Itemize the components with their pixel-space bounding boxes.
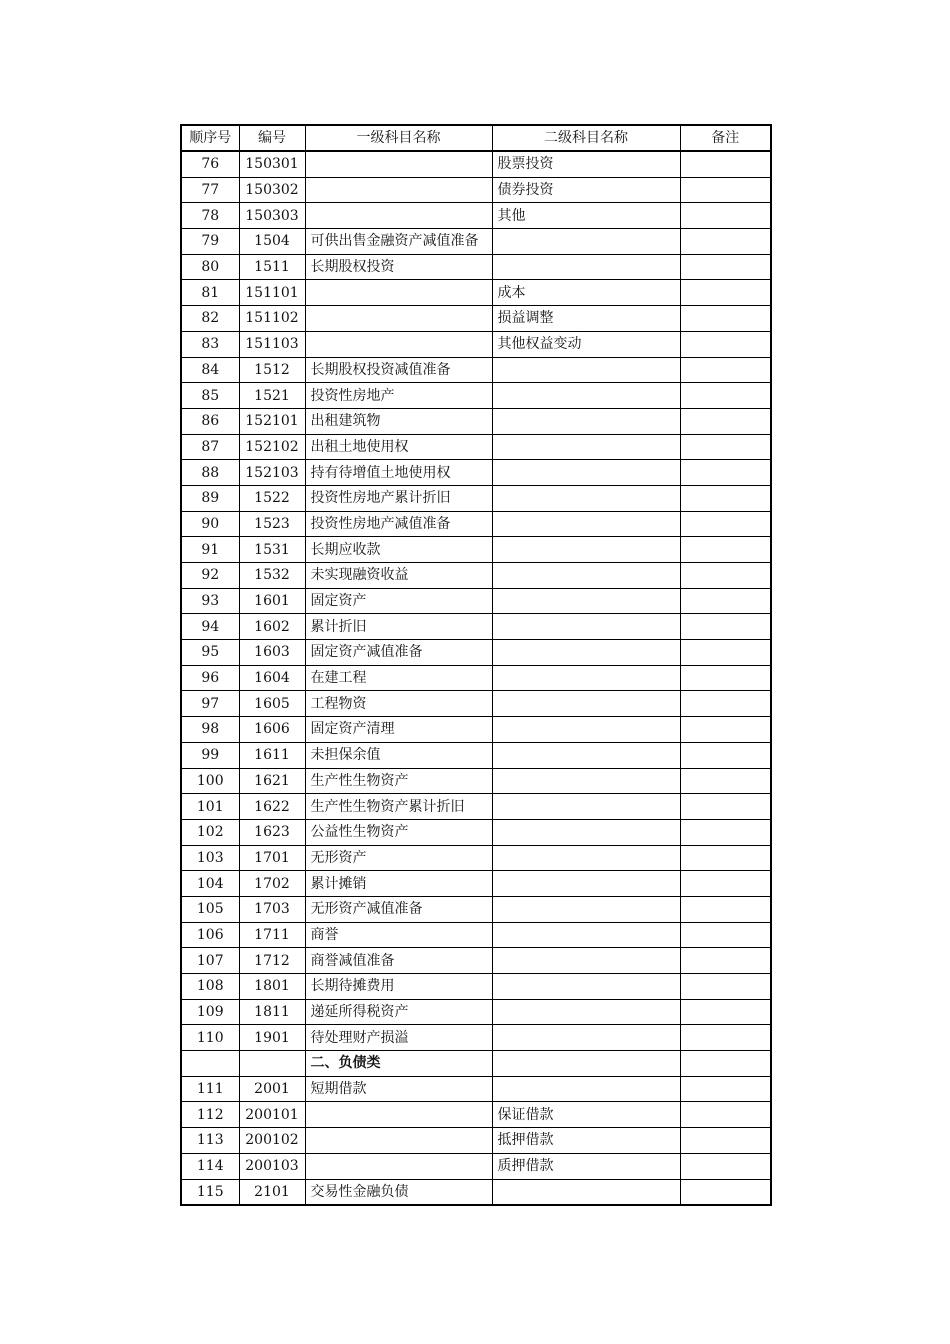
- table-row: [181, 408, 771, 434]
- cell-note: [680, 768, 771, 794]
- cell-code: 1712: [239, 948, 305, 974]
- cell-level1-name: 长期股权投资减值准备: [305, 357, 492, 383]
- table-row: [181, 999, 771, 1025]
- cell-seq: 111: [181, 1076, 239, 1102]
- cell-level2-name: 股票投资: [492, 151, 680, 177]
- cell-seq: 79: [181, 229, 239, 255]
- cell-level1-name: 商誉减值准备: [305, 948, 492, 974]
- table-row: [181, 614, 771, 640]
- cell-note: [680, 1102, 771, 1128]
- cell-code: [239, 1051, 305, 1077]
- cell-note: [680, 460, 771, 486]
- table-row: [181, 768, 771, 794]
- cell-level1-name: 投资性房地产: [305, 383, 492, 409]
- cell-note: [680, 819, 771, 845]
- cell-code: 1801: [239, 974, 305, 1000]
- cell-seq: 84: [181, 357, 239, 383]
- cell-note: [680, 640, 771, 666]
- cell-level1-name: [305, 331, 492, 357]
- cell-level1-name: 累计摊销: [305, 871, 492, 897]
- cell-note: [680, 974, 771, 1000]
- table-body: [181, 151, 771, 1205]
- cell-level2-name: [492, 1025, 680, 1051]
- cell-code: 1811: [239, 999, 305, 1025]
- cell-note: [680, 665, 771, 691]
- cell-note: [680, 1153, 771, 1179]
- cell-level2-name: [492, 871, 680, 897]
- cell-seq: 86: [181, 408, 239, 434]
- cell-note: [680, 254, 771, 280]
- table-row: [181, 742, 771, 768]
- table-row: [181, 203, 771, 229]
- table-row: [181, 1102, 771, 1128]
- cell-level1-name: 未实现融资收益: [305, 563, 492, 589]
- cell-level1-name: 固定资产清理: [305, 717, 492, 743]
- cell-level1-name: 长期待摊费用: [305, 974, 492, 1000]
- cell-level1-name: 长期股权投资: [305, 254, 492, 280]
- cell-level2-name: [492, 1051, 680, 1077]
- table-row: [181, 896, 771, 922]
- cell-note: [680, 537, 771, 563]
- cell-note: [680, 588, 771, 614]
- cell-seq: 90: [181, 511, 239, 537]
- cell-note: [680, 563, 771, 589]
- cell-level1-name: 公益性生物资产: [305, 819, 492, 845]
- cell-seq: 81: [181, 280, 239, 306]
- cell-seq: 112: [181, 1102, 239, 1128]
- cell-note: [680, 177, 771, 203]
- cell-seq: 76: [181, 151, 239, 177]
- table-row: [181, 1179, 771, 1205]
- cell-level2-name: [492, 948, 680, 974]
- cell-code: 150301: [239, 151, 305, 177]
- table-row: [181, 537, 771, 563]
- cell-level2-name: 损益调整: [492, 306, 680, 332]
- cell-level2-name: [492, 691, 680, 717]
- cell-level1-name: [305, 1128, 492, 1154]
- chart-of-accounts-sheet: [180, 124, 770, 1206]
- cell-level2-name: 债券投资: [492, 177, 680, 203]
- table-row: [181, 511, 771, 537]
- cell-code: 1622: [239, 794, 305, 820]
- cell-note: [680, 1179, 771, 1205]
- cell-level1-name: 交易性金融负债: [305, 1179, 492, 1205]
- cell-seq: [181, 1051, 239, 1077]
- cell-level1-name: 可供出售金融资产减值准备: [305, 229, 492, 255]
- cell-seq: 105: [181, 896, 239, 922]
- cell-code: 200101: [239, 1102, 305, 1128]
- cell-level1-name: [305, 177, 492, 203]
- table-row: [181, 306, 771, 332]
- cell-level2-name: [492, 229, 680, 255]
- cell-seq: 101: [181, 794, 239, 820]
- cell-note: [680, 1051, 771, 1077]
- cell-level2-name: [492, 511, 680, 537]
- cell-level2-name: [492, 717, 680, 743]
- table-row: [181, 151, 771, 177]
- cell-level2-name: 其他权益变动: [492, 331, 680, 357]
- cell-seq: 107: [181, 948, 239, 974]
- cell-code: 2101: [239, 1179, 305, 1205]
- cell-level2-name: [492, 845, 680, 871]
- cell-code: 152103: [239, 460, 305, 486]
- cell-level1-name: 递延所得税资产: [305, 999, 492, 1025]
- cell-level1-name: 持有待增值土地使用权: [305, 460, 492, 486]
- cell-seq: 92: [181, 563, 239, 589]
- cell-code: 1901: [239, 1025, 305, 1051]
- cell-code: 1512: [239, 357, 305, 383]
- cell-code: 1604: [239, 665, 305, 691]
- cell-code: 1523: [239, 511, 305, 537]
- cell-level2-name: [492, 383, 680, 409]
- cell-seq: 95: [181, 640, 239, 666]
- cell-level2-name: [492, 408, 680, 434]
- cell-code: 152101: [239, 408, 305, 434]
- cell-level2-name: [492, 614, 680, 640]
- cell-seq: 97: [181, 691, 239, 717]
- cell-note: [680, 1076, 771, 1102]
- cell-code: 150302: [239, 177, 305, 203]
- table-row: [181, 254, 771, 280]
- cell-level2-name: [492, 357, 680, 383]
- cell-level2-name: [492, 485, 680, 511]
- cell-level1-name: 待处理财产损溢: [305, 1025, 492, 1051]
- cell-seq: 78: [181, 203, 239, 229]
- cell-seq: 114: [181, 1153, 239, 1179]
- cell-code: 150303: [239, 203, 305, 229]
- cell-note: [680, 871, 771, 897]
- cell-code: 151103: [239, 331, 305, 357]
- cell-code: 1605: [239, 691, 305, 717]
- cell-note: [680, 485, 771, 511]
- cell-code: 1611: [239, 742, 305, 768]
- cell-level2-name: [492, 922, 680, 948]
- cell-code: 1711: [239, 922, 305, 948]
- table-row: [181, 794, 771, 820]
- cell-level2-name: 成本: [492, 280, 680, 306]
- cell-level2-name: [492, 1076, 680, 1102]
- table-row: [181, 717, 771, 743]
- cell-seq: 113: [181, 1128, 239, 1154]
- cell-level2-name: [492, 742, 680, 768]
- table-row: [181, 819, 771, 845]
- cell-seq: 98: [181, 717, 239, 743]
- table-row: [181, 640, 771, 666]
- cell-level1-name: [305, 151, 492, 177]
- cell-level2-name: [492, 974, 680, 1000]
- cell-seq: 77: [181, 177, 239, 203]
- cell-note: [680, 511, 771, 537]
- cell-note: [680, 717, 771, 743]
- cell-seq: 91: [181, 537, 239, 563]
- cell-level1-name: 商誉: [305, 922, 492, 948]
- cell-note: [680, 742, 771, 768]
- cell-level1-name: 固定资产: [305, 588, 492, 614]
- cell-level2-name: [492, 768, 680, 794]
- table-row: [181, 871, 771, 897]
- cell-code: 1623: [239, 819, 305, 845]
- table-row: [181, 1128, 771, 1154]
- table-row: [181, 665, 771, 691]
- cell-note: [680, 1025, 771, 1051]
- cell-code: 1504: [239, 229, 305, 255]
- cell-note: [680, 331, 771, 357]
- table-header: [181, 125, 771, 151]
- table-row: [181, 691, 771, 717]
- table-row: [181, 383, 771, 409]
- cell-note: [680, 614, 771, 640]
- cell-code: 1702: [239, 871, 305, 897]
- cell-seq: 108: [181, 974, 239, 1000]
- cell-code: 151102: [239, 306, 305, 332]
- table-row: [181, 357, 771, 383]
- cell-level2-name: [492, 563, 680, 589]
- cell-level2-name: [492, 896, 680, 922]
- cell-note: [680, 691, 771, 717]
- cell-level1-name: [305, 306, 492, 332]
- cell-code: 1531: [239, 537, 305, 563]
- cell-note: [680, 896, 771, 922]
- cell-level1-name: 出租建筑物: [305, 408, 492, 434]
- cell-seq: 103: [181, 845, 239, 871]
- cell-code: 200102: [239, 1128, 305, 1154]
- cell-level2-name: 其他: [492, 203, 680, 229]
- cell-level1-name: 累计折旧: [305, 614, 492, 640]
- cell-seq: 106: [181, 922, 239, 948]
- table-row: [181, 1153, 771, 1179]
- cell-note: [680, 434, 771, 460]
- cell-level2-name: [492, 999, 680, 1025]
- table-row: [181, 974, 771, 1000]
- cell-code: 1532: [239, 563, 305, 589]
- cell-note: [680, 383, 771, 409]
- cell-seq: 115: [181, 1179, 239, 1205]
- cell-code: 1703: [239, 896, 305, 922]
- cell-code: 1621: [239, 768, 305, 794]
- cell-seq: 104: [181, 871, 239, 897]
- cell-seq: 93: [181, 588, 239, 614]
- cell-note: [680, 306, 771, 332]
- cell-level2-name: [492, 588, 680, 614]
- cell-level2-name: [492, 665, 680, 691]
- cell-code: 1606: [239, 717, 305, 743]
- cell-code: 1601: [239, 588, 305, 614]
- cell-level1-name: 投资性房地产累计折旧: [305, 485, 492, 511]
- cell-level2-name: [492, 537, 680, 563]
- header-seq: 顺序号: [181, 125, 239, 151]
- cell-code: 1522: [239, 485, 305, 511]
- cell-level1-name: 生产性生物资产: [305, 768, 492, 794]
- cell-seq: 94: [181, 614, 239, 640]
- cell-level2-name: [492, 254, 680, 280]
- table-row: [181, 948, 771, 974]
- cell-seq: 110: [181, 1025, 239, 1051]
- cell-note: [680, 357, 771, 383]
- cell-code: 200103: [239, 1153, 305, 1179]
- cell-code: 151101: [239, 280, 305, 306]
- cell-note: [680, 151, 771, 177]
- cell-level1-name: 在建工程: [305, 665, 492, 691]
- cell-seq: 109: [181, 999, 239, 1025]
- table-row: [181, 1076, 771, 1102]
- table-row: [181, 460, 771, 486]
- cell-seq: 85: [181, 383, 239, 409]
- cell-code: 1701: [239, 845, 305, 871]
- cell-code: 1511: [239, 254, 305, 280]
- cell-level1-name: [305, 280, 492, 306]
- cell-note: [680, 922, 771, 948]
- section-row: [181, 1051, 771, 1077]
- cell-level1-name: 短期借款: [305, 1076, 492, 1102]
- table-row: [181, 922, 771, 948]
- cell-code: 152102: [239, 434, 305, 460]
- cell-level1-name: 投资性房地产减值准备: [305, 511, 492, 537]
- cell-level1-name: 无形资产减值准备: [305, 896, 492, 922]
- cell-note: [680, 280, 771, 306]
- section-heading: 二、负债类: [305, 1051, 492, 1077]
- table-row: [181, 280, 771, 306]
- cell-seq: 89: [181, 485, 239, 511]
- cell-code: 1521: [239, 383, 305, 409]
- cell-note: [680, 1128, 771, 1154]
- header-level1-name: 一级科目名称: [305, 125, 492, 151]
- cell-note: [680, 999, 771, 1025]
- cell-note: [680, 408, 771, 434]
- cell-note: [680, 845, 771, 871]
- cell-seq: 87: [181, 434, 239, 460]
- cell-level1-name: 无形资产: [305, 845, 492, 871]
- cell-code: 1602: [239, 614, 305, 640]
- cell-level2-name: 抵押借款: [492, 1128, 680, 1154]
- cell-note: [680, 794, 771, 820]
- cell-seq: 82: [181, 306, 239, 332]
- cell-seq: 100: [181, 768, 239, 794]
- table-row: [181, 434, 771, 460]
- cell-level2-name: [492, 640, 680, 666]
- cell-level1-name: 长期应收款: [305, 537, 492, 563]
- cell-seq: 88: [181, 460, 239, 486]
- cell-level2-name: [492, 794, 680, 820]
- cell-note: [680, 948, 771, 974]
- table-row: [181, 177, 771, 203]
- cell-level1-name: 出租土地使用权: [305, 434, 492, 460]
- header-row: [181, 125, 771, 151]
- cell-seq: 96: [181, 665, 239, 691]
- cell-level1-name: 固定资产减值准备: [305, 640, 492, 666]
- header-level2-name: 二级科目名称: [492, 125, 680, 151]
- cell-level1-name: [305, 203, 492, 229]
- header-code: 编号: [239, 125, 305, 151]
- cell-level2-name: [492, 819, 680, 845]
- cell-code: 2001: [239, 1076, 305, 1102]
- cell-seq: 102: [181, 819, 239, 845]
- cell-level2-name: 保证借款: [492, 1102, 680, 1128]
- table-row: [181, 229, 771, 255]
- table-row: [181, 331, 771, 357]
- table-row: [181, 1025, 771, 1051]
- header-note: 备注: [680, 125, 771, 151]
- cell-level1-name: 工程物资: [305, 691, 492, 717]
- cell-level1-name: [305, 1153, 492, 1179]
- table-row: [181, 563, 771, 589]
- cell-level1-name: [305, 1102, 492, 1128]
- chart-of-accounts-table: [180, 124, 772, 1206]
- cell-code: 1603: [239, 640, 305, 666]
- cell-level2-name: 质押借款: [492, 1153, 680, 1179]
- table-row: [181, 588, 771, 614]
- cell-level1-name: 生产性生物资产累计折旧: [305, 794, 492, 820]
- cell-level2-name: [492, 434, 680, 460]
- table-row: [181, 485, 771, 511]
- cell-seq: 83: [181, 331, 239, 357]
- cell-note: [680, 203, 771, 229]
- cell-level2-name: [492, 460, 680, 486]
- cell-level1-name: 未担保余值: [305, 742, 492, 768]
- cell-level2-name: [492, 1179, 680, 1205]
- cell-seq: 80: [181, 254, 239, 280]
- table-row: [181, 845, 771, 871]
- cell-note: [680, 229, 771, 255]
- cell-seq: 99: [181, 742, 239, 768]
